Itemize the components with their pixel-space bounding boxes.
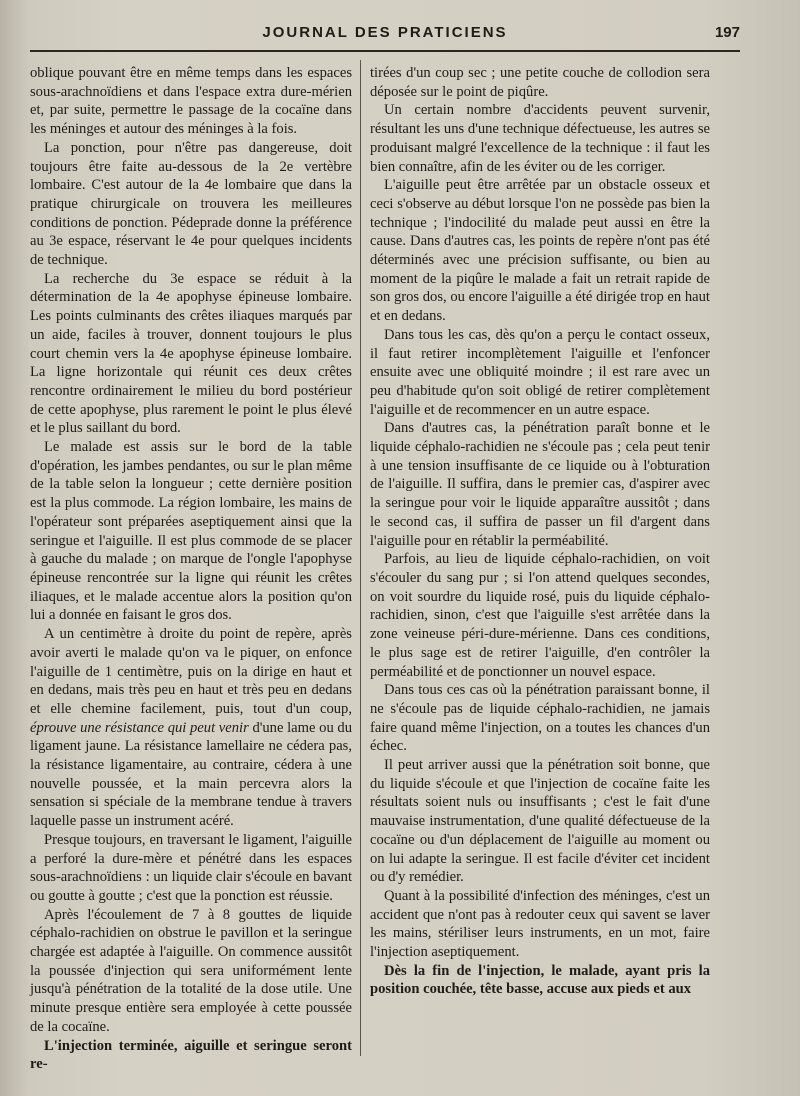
paragraph: La recherche du 3e espace se réduit à la détermination de la 4e apophyse épineuse lombaire. Les points culminants des crêtes iliaques marqués par un aide, faciles à trouver, donnent toujours le plus court chemin vers la 4e apophyse épineuse lombaire. La ligne horizontale qui réunit ces deux crêtes rencontre ordinairement le milieu du bord postérieur de cette apophyse, plus rarement le point le plus élevé et le plus saillant du bord. (30, 270, 352, 437)
paragraph: Le malade est assis sur le bord de la table d'opération, les jambes pendantes, ou sur le plan même de la table selon la longueur ; cette dernière position est la plus commode. La région lombaire, les mains de l'opérateur sont préparées aseptiquement ainsi que la seringue et l'aiguille. Il est plus commode de se placer à gauche du malade ; on marque de l'ongle l'apophyse épineuse rencontrée sur la ligne qui réunit les crêtes iliaques, et le malade accentue alors la position qu'on lui a donnée en faisant le gros dos. (30, 439, 352, 624)
header-rule (30, 50, 740, 52)
paragraph: Il peut arriver aussi que la pénétration soit bonne, que du liquide s'écoule et que l'injection de cocaïne faite les résultats soient nuls ou insuffisants ; c'est le fait d'une mauvaise instrumentation, d'une qualité défectueuse de la cocaïne ou d'un déplacement de l'aiguille au moment ou on lui adapte la seringue. Il est facile d'éviter cet incident ou d'y remédier. (370, 757, 710, 886)
paragraph: Dès la fin de l'injection, le malade, ayant pris la position couchée, tête basse, accuse aux pieds et aux (370, 962, 710, 998)
paragraph: L'aiguille peut être arrêtée par un obstacle osseux et ceci s'observe au début lorsque l'on ne possède pas bien la technique ; l'indocilité du malade peut aussi en être la cause. Dans d'autres cas, les points de repère n'ont pas été déterminés avec une précision suffisante, ou bien au moment de la piqûre le malade a fait un retrait rapide de son gros dos, ou encore l'aiguille a été dirigée trop en haut et en dedans. (370, 177, 710, 325)
emphasized-text: éprouve une résistance qui peut venir (30, 719, 249, 736)
running-header (30, 20, 740, 50)
paragraph: La ponction, pour n'être pas dangereuse, doit toujours être faite au-dessous de la 2e vertèbre lombaire. C'est autour de la 4e lombaire que dans la pratique chirurgicale on trouvera les meilleures conditions de ponction. Pédeprade donne la préférence au 3e espace, réservant le 4e pour quelques incidents de technique. (30, 139, 352, 269)
paragraph: tirées d'un coup sec ; une petite couche de collodion sera déposée sur le point de piqûre. (370, 65, 710, 100)
paragraph: Parfois, au lieu de liquide céphalo-rachidien, on voit s'écouler du sang pur ; si l'on attend quelques secondes, on voit sourdre du liquide rosé, puis du liquide céphalo-rachidien, sinon, c'est que l'aiguille s'est arrêtée dans la zone veineuse péri-dure-mérienne. Dans ces conditions, le plus sage est de retirer l'aiguille, d'en contrôler la perméabilité et de ponctionner un nouvel espace. (370, 551, 710, 680)
journal-title: JOURNAL DES PRATICIENS (262, 24, 508, 41)
paragraph: Dans d'autres cas, la pénétration paraît bonne et le liquide céphalo-rachidien ne s'écoule pas ; cela peut tenir à une tension insuffisante de ce liquide ou à l'obturation de l'aiguille. Il suffira, dans le premier cas, d'aspirer avec la seringue pour voir le liquide apparaître aussitôt ; dans le second cas, il suffira de passer un fil d'argent dans l'aiguille pour en rétablir la perméabilité. (370, 420, 710, 549)
paragraph: Dans tous ces cas où la pénétration paraissant bonne, il ne s'écoule pas de liquide céphalo-rachidien, ne jamais faire quand même l'injection, on a toutes les chances d'un échec. (370, 682, 710, 755)
paragraph: oblique pouvant être en même temps dans les espaces sous-arachnoïdiens et dans l'espace extra dure-mérien et, par suite, permettre le passage de la cocaïne dans les méninges et autour des méninges à la fois. (30, 65, 352, 138)
paragraph: Dans tous les cas, dès qu'on a perçu le contact osseux, il faut retirer incomplètement l'aiguille et l'enfoncer ensuite avec une obliquité moindre ; il est rare avec un peu d'habitude qu'on soit obligé de retirer complètement l'aiguille et de recommencer en un autre espace. (370, 326, 710, 418)
paragraph: Presque toujours, en traversant le ligament, l'aiguille a perforé la dure-mère et pénétré dans les espaces sous-arachnoïdiens : un liquide clair s'écoule en bavant ou goutte à goutte ; c'est que la ponction est réussie. (30, 831, 352, 904)
page-number: 197 (714, 24, 740, 41)
paragraph: Un certain nombre d'accidents peuvent survenir, résultant les uns d'une technique défectueuse, les autres se produisant malgré l'excellence de la technique : il faut les bien connaître, afin de les éviter ou de les corriger. (370, 102, 710, 175)
paragraph (30, 625, 352, 831)
column-divider (360, 60, 361, 1056)
paragraph-text: A un centimètre à droite du point de repère, après avoir averti le malade qu'on va le piquer, on enfonce l'aiguille de 1 centimètre, puis on la dirige en haut et en dedans, mais très peu en haut et très peu en dedans et elle chemine facilement, puis, tout d'un coup, (30, 626, 352, 717)
paragraph: L'injection terminée, aiguille et seringue seront re- (30, 1037, 352, 1073)
right-column (370, 64, 710, 999)
left-column (30, 64, 352, 1074)
paragraph: Quant à la possibilité d'infection des méninges, c'est un accident que n'ont pas à redouter ceux qui savent se laver les mains, stériliser leurs instruments, en un mot, faire l'injection aseptiquement. (370, 887, 710, 961)
paragraph: Après l'écoulement de 7 à 8 gouttes de liquide céphalo-rachidien on obstrue le pavillon et la seringue chargée est adaptée à l'aiguille. On commence aussitôt la poussée d'injection qui sera uniformément lente jusqu'à pénétration de la totalité de la dose utile. Une minute presque entière sera employée à cette poussée de la cocaïne. (30, 906, 352, 1035)
paragraph-text: d'une lame ou du ligament jaune. La résistance lamellaire ne cédera pas, la résistance ligamentaire, au contraire, cédera à une nouvelle poussée, et la main percevra alors la sensation si spéciale de la membrane tendue à travers laquelle passe un instrument acéré. (30, 719, 352, 830)
